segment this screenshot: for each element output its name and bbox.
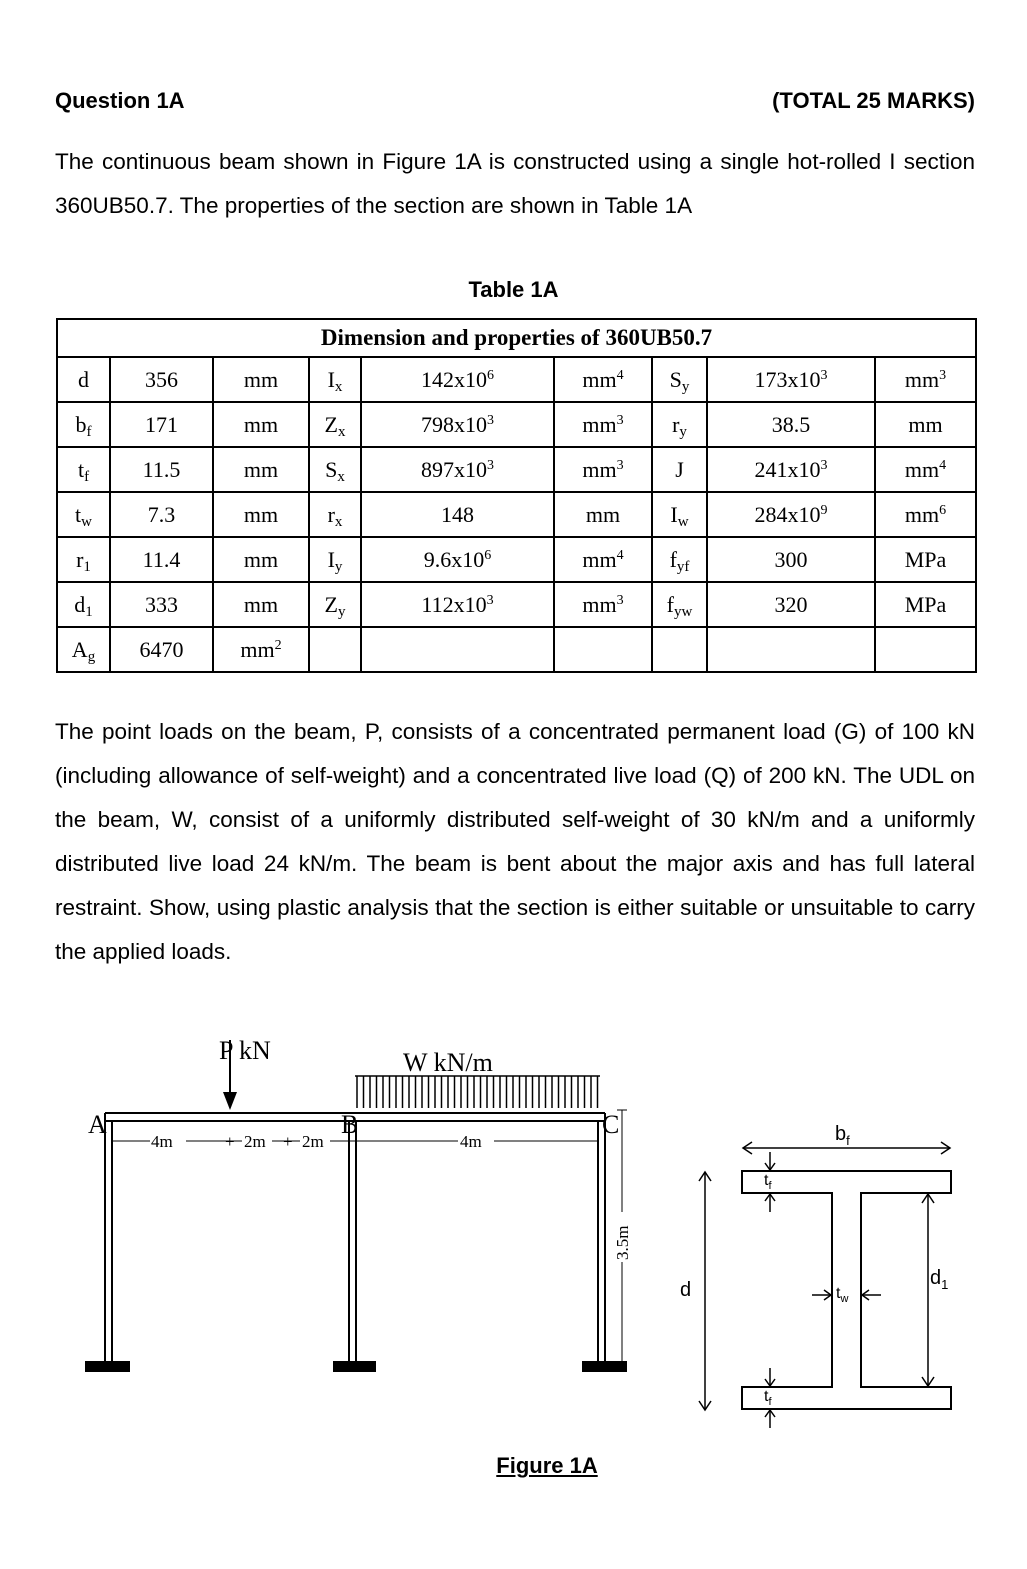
sec-tf-top-label: $t_f$ — [764, 1172, 772, 1192]
symbol-cell: $d_1$ — [57, 582, 110, 627]
node-a-label: A — [88, 1110, 107, 1139]
i-section — [742, 1171, 951, 1409]
value-cell: $142x10^6$ — [361, 357, 554, 402]
svg-text:+: + — [225, 1132, 235, 1151]
question-title: Question 1A — [55, 88, 185, 113]
symbol-cell: $Z_y$ — [309, 582, 361, 627]
table-row — [57, 447, 976, 492]
support-c — [582, 1361, 627, 1372]
symbol-cell: $f_{yw}$ — [652, 582, 707, 627]
node-b-label: B — [341, 1110, 359, 1139]
svg-text:+: + — [283, 1132, 293, 1151]
table-row — [57, 492, 976, 537]
table-row — [57, 402, 976, 447]
dim-2m-first: 2m — [244, 1132, 266, 1151]
sec-d1-label: $d_1$ — [930, 1267, 949, 1292]
section-dimensions — [699, 1142, 950, 1428]
unit-cell: $mm^2$ — [213, 627, 309, 672]
unit-cell: $mm^4$ — [875, 447, 976, 492]
intro-paragraph: The continuous beam shown in Figure 1A is constructed using a single hot-rolled I section 360UB50.7. The properties of the section are shown in Table 1A — [55, 149, 975, 218]
value-cell: 300 — [707, 537, 875, 582]
unit-cell: $mm^3$ — [554, 402, 652, 447]
dim-4m-right: 4m — [460, 1132, 482, 1151]
symbol-cell: $r_1$ — [57, 537, 110, 582]
column-c — [598, 1113, 605, 1362]
section-properties-table — [56, 318, 977, 673]
value-cell: 38.5 — [707, 402, 875, 447]
table-header: Dimension and properties of 360UB50.7 — [57, 319, 976, 357]
udl-label: W kN/m — [403, 1048, 493, 1077]
value-cell: 148 — [361, 492, 554, 537]
unit-cell: $mm^3$ — [875, 357, 976, 402]
table-row — [57, 357, 976, 402]
table-caption: Table 1A — [468, 277, 559, 302]
symbol-cell: d — [57, 357, 110, 402]
loads-paragraph: The point loads on the beam, P, consists of a concentrated permanent load (G) of 100 kN (including allowance of self-weight) and a concentrated live load (Q) of 200 kN. The UDL on the beam, W, consist of a uniformly distributed self-weight of 30 kN/m and a uniformly distributed live load 24 kN/m. The beam is bent about the major axis and has full lateral restraint. Show, using plastic analysis that the section is either suitable or unsuitable to carry the applied loads. — [55, 719, 975, 964]
sec-tw-label: $t_w$ — [836, 1285, 849, 1305]
value-cell: $241x10^3$ — [707, 447, 875, 492]
symbol-cell — [652, 627, 707, 672]
unit-cell: mm — [213, 447, 309, 492]
value-cell — [361, 627, 554, 672]
symbol-cell: $r_x$ — [309, 492, 361, 537]
unit-cell: mm — [213, 402, 309, 447]
symbol-cell: $b_f$ — [57, 402, 110, 447]
value-cell: $9.6x10^6$ — [361, 537, 554, 582]
value-cell: 11.5 — [110, 447, 213, 492]
column-a — [105, 1113, 112, 1362]
value-cell: $897x10^3$ — [361, 447, 554, 492]
symbol-cell: $S_x$ — [309, 447, 361, 492]
value-cell: $284x10^9$ — [707, 492, 875, 537]
table-row — [57, 537, 976, 582]
value-cell: 320 — [707, 582, 875, 627]
dim-4m-left: 4m — [151, 1132, 173, 1151]
sec-bf-label: $b_f$ — [835, 1123, 850, 1148]
column-b — [349, 1121, 356, 1362]
unit-cell: mm — [554, 492, 652, 537]
symbol-cell: $t_w$ — [57, 492, 110, 537]
symbol-cell: $A_g$ — [57, 627, 110, 672]
symbol-cell: $f_{yf}$ — [652, 537, 707, 582]
value-cell — [707, 627, 875, 672]
point-load-label: P kN — [219, 1036, 271, 1065]
symbol-cell: J — [652, 447, 707, 492]
value-cell: $798x10^3$ — [361, 402, 554, 447]
symbol-cell: $I_x$ — [309, 357, 361, 402]
unit-cell: $mm^3$ — [554, 447, 652, 492]
dim-2m-second: 2m — [302, 1132, 324, 1151]
unit-cell: mm — [213, 537, 309, 582]
value-cell: 171 — [110, 402, 213, 447]
sec-d-label: d — [680, 1279, 692, 1301]
unit-cell: $mm^4$ — [554, 357, 652, 402]
symbol-cell: $S_y$ — [652, 357, 707, 402]
table-row — [57, 627, 976, 672]
support-b — [333, 1361, 376, 1372]
unit-cell: $mm^4$ — [554, 537, 652, 582]
value-cell: 356 — [110, 357, 213, 402]
unit-cell: mm — [213, 582, 309, 627]
sec-tf-bottom-label: $t_f$ — [764, 1388, 772, 1408]
unit-cell: $mm^6$ — [875, 492, 976, 537]
symbol-cell: $t_f$ — [57, 447, 110, 492]
value-cell: 7.3 — [110, 492, 213, 537]
symbol-cell: $Z_x$ — [309, 402, 361, 447]
symbol-cell — [309, 627, 361, 672]
unit-cell: $mm^3$ — [554, 582, 652, 627]
unit-cell: mm — [213, 492, 309, 537]
figure-caption: Figure 1A — [496, 1453, 598, 1478]
table-row — [57, 582, 976, 627]
figure-1a — [0, 1020, 1027, 1480]
value-cell: $112x10^3$ — [361, 582, 554, 627]
node-c-label: C — [602, 1110, 620, 1139]
unit-cell: mm — [213, 357, 309, 402]
dim-height: 3.5m — [613, 1225, 632, 1260]
unit-cell — [554, 627, 652, 672]
symbol-cell: $I_y$ — [309, 537, 361, 582]
value-cell: $173x10^3$ — [707, 357, 875, 402]
symbol-cell: $r_y$ — [652, 402, 707, 447]
value-cell: 6470 — [110, 627, 213, 672]
support-a — [85, 1361, 130, 1372]
value-cell: 11.4 — [110, 537, 213, 582]
question-marks: (TOTAL 25 MARKS) — [772, 88, 975, 113]
unit-cell: MPa — [875, 537, 976, 582]
unit-cell — [875, 627, 976, 672]
symbol-cell: $I_w$ — [652, 492, 707, 537]
unit-cell: mm — [875, 402, 976, 447]
unit-cell: MPa — [875, 582, 976, 627]
value-cell: 333 — [110, 582, 213, 627]
